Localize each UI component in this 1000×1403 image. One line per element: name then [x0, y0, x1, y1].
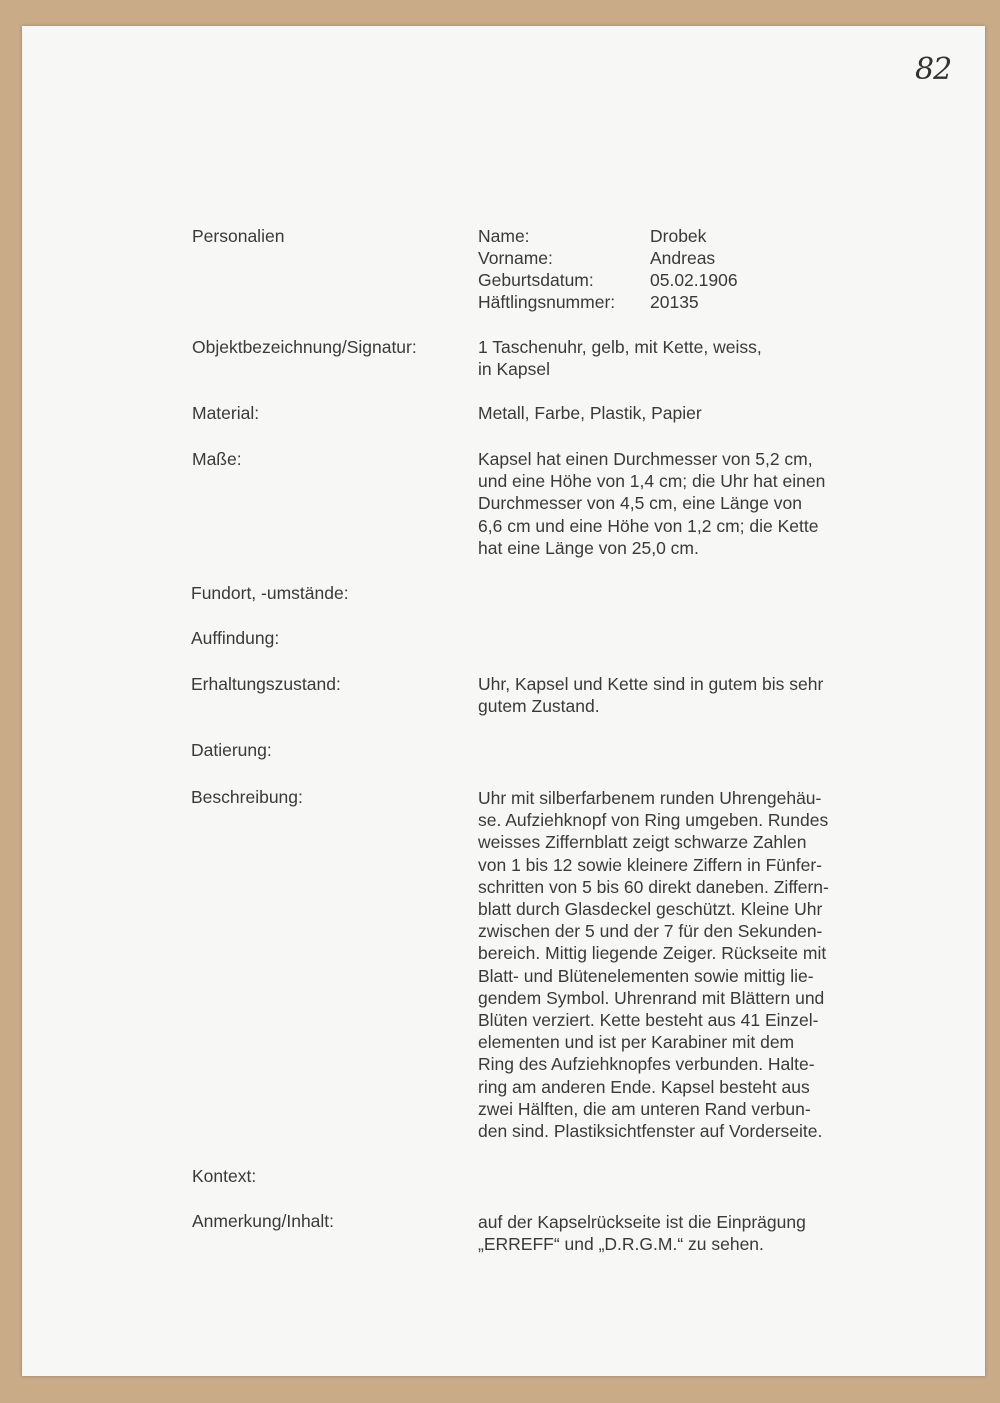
handwritten-page-number: 82 — [915, 52, 952, 87]
field-key: Vorname: — [478, 248, 553, 268]
masse-label: Maße: — [192, 449, 242, 469]
material-label: Material: — [192, 403, 260, 423]
erhaltung-value: Uhr, Kapsel und Kette sind in gutem bis sehr gutem Zustand. — [478, 674, 824, 717]
field-key: Geburtsdatum: — [478, 270, 594, 290]
field-key: Häftlingsnummer: — [478, 292, 616, 312]
field-value: Andreas — [650, 248, 716, 268]
beschreibung-value: Uhr mit silberfarbenem runden Uhrengehäu- se. Aufziehknopf von Ring umgeben. Rundes weisses Ziffernblatt zeigt schwarze Zahlen von 1 bis 12 sowie kleinere Ziffern in Fünfer- schritten von 5 bis 60 direkt daneben. Ziffern- blatt durch Glasdeckel geschützt. Kleine Uhr zwischen der 5 und der 7 für den Sekunden- bereich. Mittig liegende Zeiger. Rückseite mit Blatt- und Blütenelementen sowie mittig lie- gendem Symbol. Uhrenrand mit Blättern und Blüten verziert. Kette besteht aus 41 Einzel- elementen und ist per Karabiner mit dem Ring des Aufziehknopfes verbunden. Halte- ring am anderen Ende. Kapsel besteht aus zwei Hälften, die am unteren Rand verbun- den sind. Plastiksichtfenster auf Vorderseite. — [478, 788, 829, 1142]
field-key: Name: — [478, 226, 530, 246]
kontext-label: Kontext: — [192, 1166, 257, 1186]
erhaltung-label: Erhaltungszustand: — [191, 674, 341, 694]
masse-value: Kapsel hat einen Durchmesser von 5,2 cm, und eine Höhe von 1,4 cm; die Uhr hat einen Durchmesser von 4,5 cm, eine Länge von 6,6 cm und eine Höhe von 1,2 cm; die Kette hat eine Länge von 25,0 cm. — [478, 449, 826, 558]
personalien-label: Personalien — [192, 226, 285, 246]
anmerkung-value: auf der Kapselrückseite ist die Einprägung „ERREFF“ und „D.R.G.M.“ zu sehen. — [478, 1212, 806, 1255]
material-value: Metall, Farbe, Plastik, Papier — [478, 403, 702, 423]
datierung-label: Datierung: — [191, 740, 272, 760]
auffindung-label: Auffindung: — [191, 628, 280, 648]
field-value: 20135 — [650, 292, 699, 312]
fundort-label: Fundort, -umstände: — [191, 583, 349, 603]
objekt-value: 1 Taschenuhr, gelb, mit Kette, weiss, in Kapsel — [478, 337, 762, 380]
beschreibung-label: Beschreibung: — [191, 787, 303, 807]
field-value: Drobek — [650, 226, 707, 246]
objekt-label: Objektbezeichnung/Signatur: — [192, 337, 417, 357]
field-value: 05.02.1906 — [650, 270, 738, 290]
anmerkung-label: Anmerkung/Inhalt: — [192, 1211, 335, 1231]
